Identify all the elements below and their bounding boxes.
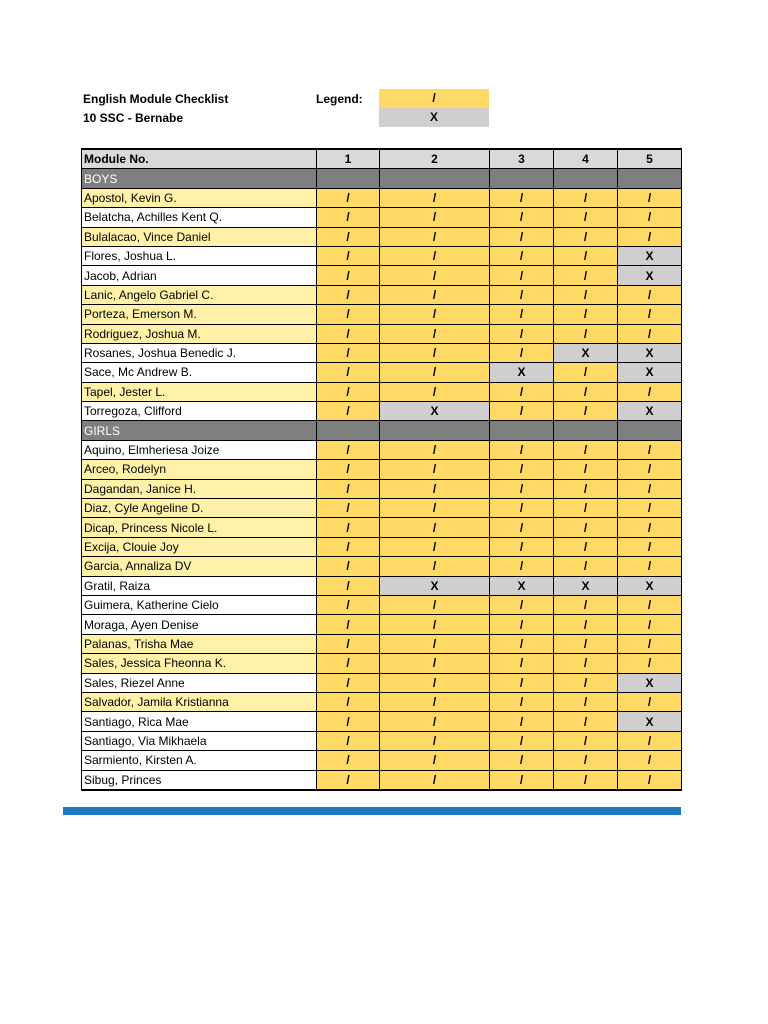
module-done-cell: / xyxy=(317,654,380,673)
module-done-cell: / xyxy=(317,537,380,556)
student-name: Tapel, Jester L. xyxy=(82,382,317,401)
group-header-cell xyxy=(490,421,554,440)
module-done-cell: / xyxy=(554,188,618,207)
module-done-cell: / xyxy=(618,692,682,711)
module-missing-cell: X xyxy=(618,712,682,731)
student-name: Diaz, Cyle Angeline D. xyxy=(82,499,317,518)
module-done-cell: / xyxy=(380,285,490,304)
module-done-cell: / xyxy=(618,654,682,673)
module-done-cell: / xyxy=(554,266,618,285)
module-done-cell: / xyxy=(317,518,380,537)
student-name: Palanas, Trisha Mae xyxy=(82,634,317,653)
module-done-cell: / xyxy=(490,499,554,518)
module-done-cell: / xyxy=(554,770,618,790)
module-done-cell: / xyxy=(317,440,380,459)
module-done-cell: / xyxy=(317,712,380,731)
module-done-cell: / xyxy=(380,712,490,731)
module-done-cell: / xyxy=(554,499,618,518)
module-done-cell: / xyxy=(490,324,554,343)
module-done-cell: / xyxy=(380,518,490,537)
module-done-cell: / xyxy=(380,324,490,343)
student-row xyxy=(82,557,682,576)
student-row xyxy=(82,731,682,750)
module-done-cell: / xyxy=(317,731,380,750)
module-done-cell: / xyxy=(490,479,554,498)
module-done-cell: / xyxy=(618,499,682,518)
module-done-cell: / xyxy=(490,343,554,362)
module-done-cell: / xyxy=(380,440,490,459)
module-missing-cell: X xyxy=(618,246,682,265)
student-name: Garcia, Annaliza DV xyxy=(82,557,317,576)
student-row xyxy=(82,363,682,382)
module-done-cell: / xyxy=(317,246,380,265)
module-done-cell: / xyxy=(618,615,682,634)
module-missing-cell: X xyxy=(380,402,490,421)
module-done-cell: / xyxy=(317,460,380,479)
student-name: Torregoza, Clifford xyxy=(82,402,317,421)
module-done-cell: / xyxy=(554,382,618,401)
module-missing-cell: X xyxy=(618,363,682,382)
module-done-cell: / xyxy=(380,266,490,285)
student-row xyxy=(82,246,682,265)
student-row xyxy=(82,615,682,634)
module-done-cell: / xyxy=(618,324,682,343)
module-done-cell: / xyxy=(554,460,618,479)
module-done-cell: / xyxy=(317,188,380,207)
module-done-cell: / xyxy=(317,402,380,421)
module-done-cell: / xyxy=(317,595,380,614)
module-number-header: Module No. xyxy=(82,149,317,169)
module-done-cell: / xyxy=(317,324,380,343)
module-done-cell: / xyxy=(554,208,618,227)
student-name: Rodriguez, Joshua M. xyxy=(82,324,317,343)
module-done-cell: / xyxy=(490,246,554,265)
module-done-cell: / xyxy=(618,557,682,576)
student-row xyxy=(82,654,682,673)
student-row xyxy=(82,305,682,324)
module-done-cell: / xyxy=(490,615,554,634)
student-name: Sace, Mc Andrew B. xyxy=(82,363,317,382)
module-done-cell: / xyxy=(490,712,554,731)
module-done-cell: / xyxy=(380,208,490,227)
module-done-cell: / xyxy=(490,227,554,246)
module-done-cell: / xyxy=(490,731,554,750)
module-done-cell: / xyxy=(317,266,380,285)
module-column-header: 1 xyxy=(317,149,380,169)
module-done-cell: / xyxy=(618,285,682,304)
student-row xyxy=(82,208,682,227)
module-done-cell: / xyxy=(317,382,380,401)
module-done-cell: / xyxy=(317,479,380,498)
module-done-cell: / xyxy=(380,595,490,614)
module-done-cell: / xyxy=(618,382,682,401)
module-done-cell: / xyxy=(380,499,490,518)
footer-bar xyxy=(63,807,681,815)
module-done-cell: / xyxy=(618,440,682,459)
module-done-cell: / xyxy=(618,188,682,207)
student-row xyxy=(82,266,682,285)
student-row xyxy=(82,460,682,479)
student-name: Sales, Jessica Fheonna K. xyxy=(82,654,317,673)
module-done-cell: / xyxy=(554,246,618,265)
group-header-cell xyxy=(380,169,490,188)
student-row xyxy=(82,343,682,362)
module-done-cell: / xyxy=(380,557,490,576)
student-name: Porteza, Emerson M. xyxy=(82,305,317,324)
module-done-cell: / xyxy=(490,692,554,711)
module-done-cell: / xyxy=(618,751,682,770)
module-done-cell: / xyxy=(380,382,490,401)
student-row xyxy=(82,518,682,537)
module-done-cell: / xyxy=(554,440,618,459)
module-done-cell: / xyxy=(317,343,380,362)
group-header-cell xyxy=(317,421,380,440)
module-done-cell: / xyxy=(554,731,618,750)
module-done-cell: / xyxy=(618,518,682,537)
legend-done-swatch: / xyxy=(379,89,489,108)
legend-label: Legend: xyxy=(316,92,363,106)
student-name: Arceo, Rodelyn xyxy=(82,460,317,479)
student-name: Jacob, Adrian xyxy=(82,266,317,285)
module-done-cell: / xyxy=(554,673,618,692)
module-done-cell: / xyxy=(317,634,380,653)
module-column-header: 5 xyxy=(618,149,682,169)
module-done-cell: / xyxy=(317,576,380,595)
module-missing-cell: X xyxy=(618,266,682,285)
module-column-header: 3 xyxy=(490,149,554,169)
module-missing-cell: X xyxy=(618,576,682,595)
module-done-cell: / xyxy=(490,402,554,421)
module-done-cell: / xyxy=(380,731,490,750)
module-done-cell: / xyxy=(380,770,490,790)
module-done-cell: / xyxy=(317,499,380,518)
student-name: Belatcha, Achilles Kent Q. xyxy=(82,208,317,227)
module-done-cell: / xyxy=(618,770,682,790)
class-section: 10 SSC - Bernabe xyxy=(83,111,184,125)
module-done-cell: / xyxy=(317,692,380,711)
student-row xyxy=(82,712,682,731)
module-done-cell: / xyxy=(554,227,618,246)
module-done-cell: / xyxy=(380,227,490,246)
module-done-cell: / xyxy=(490,440,554,459)
module-done-cell: / xyxy=(554,654,618,673)
module-done-cell: / xyxy=(317,363,380,382)
group-header-row xyxy=(82,169,682,188)
module-done-cell: / xyxy=(618,537,682,556)
module-done-cell: / xyxy=(380,537,490,556)
module-done-cell: / xyxy=(554,615,618,634)
student-row xyxy=(82,188,682,207)
student-row xyxy=(82,227,682,246)
module-done-cell: / xyxy=(490,285,554,304)
module-done-cell: / xyxy=(554,692,618,711)
module-done-cell: / xyxy=(490,537,554,556)
module-done-cell: / xyxy=(490,654,554,673)
header-block xyxy=(83,90,228,128)
module-done-cell: / xyxy=(490,460,554,479)
module-done-cell: / xyxy=(554,285,618,304)
module-done-cell: / xyxy=(380,460,490,479)
module-done-cell: / xyxy=(380,246,490,265)
module-done-cell: / xyxy=(317,208,380,227)
module-done-cell: / xyxy=(380,673,490,692)
module-done-cell: / xyxy=(317,305,380,324)
module-done-cell: / xyxy=(380,188,490,207)
module-done-cell: / xyxy=(490,382,554,401)
module-done-cell: / xyxy=(618,479,682,498)
module-done-cell: / xyxy=(380,343,490,362)
student-row xyxy=(82,751,682,770)
module-column-header: 4 xyxy=(554,149,618,169)
module-done-cell: / xyxy=(490,208,554,227)
module-done-cell: / xyxy=(317,751,380,770)
module-done-cell: / xyxy=(618,731,682,750)
student-name: Guimera, Katherine Cielo xyxy=(82,595,317,614)
module-checklist-table xyxy=(81,148,682,791)
module-done-cell: / xyxy=(554,557,618,576)
student-row xyxy=(82,479,682,498)
module-done-cell: / xyxy=(317,285,380,304)
module-missing-cell: X xyxy=(618,402,682,421)
module-done-cell: / xyxy=(490,305,554,324)
module-done-cell: / xyxy=(380,615,490,634)
module-done-cell: / xyxy=(554,479,618,498)
student-row xyxy=(82,499,682,518)
module-done-cell: / xyxy=(554,518,618,537)
module-done-cell: / xyxy=(380,751,490,770)
student-row xyxy=(82,634,682,653)
student-name: Santiago, Rica Mae xyxy=(82,712,317,731)
module-done-cell: / xyxy=(618,208,682,227)
module-done-cell: / xyxy=(317,770,380,790)
module-missing-cell: X xyxy=(618,673,682,692)
student-row xyxy=(82,595,682,614)
module-done-cell: / xyxy=(554,634,618,653)
module-done-cell: / xyxy=(490,595,554,614)
module-done-cell: / xyxy=(618,595,682,614)
legend-missing-swatch: X xyxy=(379,108,489,127)
module-done-cell: / xyxy=(317,557,380,576)
module-done-cell: / xyxy=(618,460,682,479)
module-missing-cell: X xyxy=(618,343,682,362)
group-header-cell xyxy=(618,169,682,188)
group-header-cell xyxy=(490,169,554,188)
student-name: Dagandan, Janice H. xyxy=(82,479,317,498)
module-done-cell: / xyxy=(317,615,380,634)
student-name: Moraga, Ayen Denise xyxy=(82,615,317,634)
module-missing-cell: X xyxy=(380,576,490,595)
module-done-cell: / xyxy=(380,479,490,498)
module-done-cell: / xyxy=(554,305,618,324)
module-done-cell: / xyxy=(554,363,618,382)
student-name: Salvador, Jamila Kristianna xyxy=(82,692,317,711)
header-row xyxy=(82,149,682,169)
group-header-cell xyxy=(554,169,618,188)
module-done-cell: / xyxy=(490,518,554,537)
module-done-cell: / xyxy=(554,324,618,343)
module-done-cell: / xyxy=(380,634,490,653)
document-title: English Module Checklist xyxy=(83,92,229,106)
student-row xyxy=(82,537,682,556)
group-header-cell xyxy=(554,421,618,440)
module-done-cell: / xyxy=(618,227,682,246)
module-done-cell: / xyxy=(490,751,554,770)
student-row xyxy=(82,402,682,421)
student-name: Dicap, Princess Nicole L. xyxy=(82,518,317,537)
module-column-header: 2 xyxy=(380,149,490,169)
student-row xyxy=(82,576,682,595)
module-done-cell: / xyxy=(380,692,490,711)
module-missing-cell: X xyxy=(490,363,554,382)
student-row xyxy=(82,324,682,343)
student-name: Excija, Clouie Joy xyxy=(82,537,317,556)
student-name: Santiago, Via Mikhaela xyxy=(82,731,317,750)
module-done-cell: / xyxy=(618,305,682,324)
group-header-cell xyxy=(317,169,380,188)
module-done-cell: / xyxy=(554,751,618,770)
module-done-cell: / xyxy=(490,634,554,653)
table-body xyxy=(82,149,682,790)
module-done-cell: / xyxy=(554,537,618,556)
student-name: Aquino, Elmheriesa Joize xyxy=(82,440,317,459)
student-row xyxy=(82,770,682,790)
module-done-cell: / xyxy=(554,712,618,731)
student-name: Sibug, Princes xyxy=(82,770,317,790)
group-label: GIRLS xyxy=(82,421,317,440)
group-header-cell xyxy=(380,421,490,440)
student-name: Sales, Riezel Anne xyxy=(82,673,317,692)
module-missing-cell: X xyxy=(490,576,554,595)
student-row xyxy=(82,440,682,459)
student-row xyxy=(82,285,682,304)
module-missing-cell: X xyxy=(554,576,618,595)
module-done-cell: / xyxy=(380,305,490,324)
module-done-cell: / xyxy=(490,557,554,576)
student-name: Flores, Joshua L. xyxy=(82,246,317,265)
student-name: Gratil, Raiza xyxy=(82,576,317,595)
module-done-cell: / xyxy=(554,402,618,421)
module-done-cell: / xyxy=(380,363,490,382)
student-name: Apostol, Kevin G. xyxy=(82,188,317,207)
student-row xyxy=(82,692,682,711)
student-row xyxy=(82,382,682,401)
module-done-cell: / xyxy=(490,188,554,207)
group-label: BOYS xyxy=(82,169,317,188)
module-done-cell: / xyxy=(490,266,554,285)
module-done-cell: / xyxy=(490,673,554,692)
student-name: Rosanes, Joshua Benedic J. xyxy=(82,343,317,362)
module-done-cell: / xyxy=(317,673,380,692)
module-done-cell: / xyxy=(618,634,682,653)
module-done-cell: / xyxy=(490,770,554,790)
module-done-cell: / xyxy=(380,654,490,673)
student-row xyxy=(82,673,682,692)
student-name: Bulalacao, Vince Daniel xyxy=(82,227,317,246)
module-done-cell: / xyxy=(554,595,618,614)
student-name: Lanic, Angelo Gabriel C. xyxy=(82,285,317,304)
student-name: Sarmiento, Kirsten A. xyxy=(82,751,317,770)
group-header-cell xyxy=(618,421,682,440)
group-header-row xyxy=(82,421,682,440)
module-missing-cell: X xyxy=(554,343,618,362)
module-done-cell: / xyxy=(317,227,380,246)
